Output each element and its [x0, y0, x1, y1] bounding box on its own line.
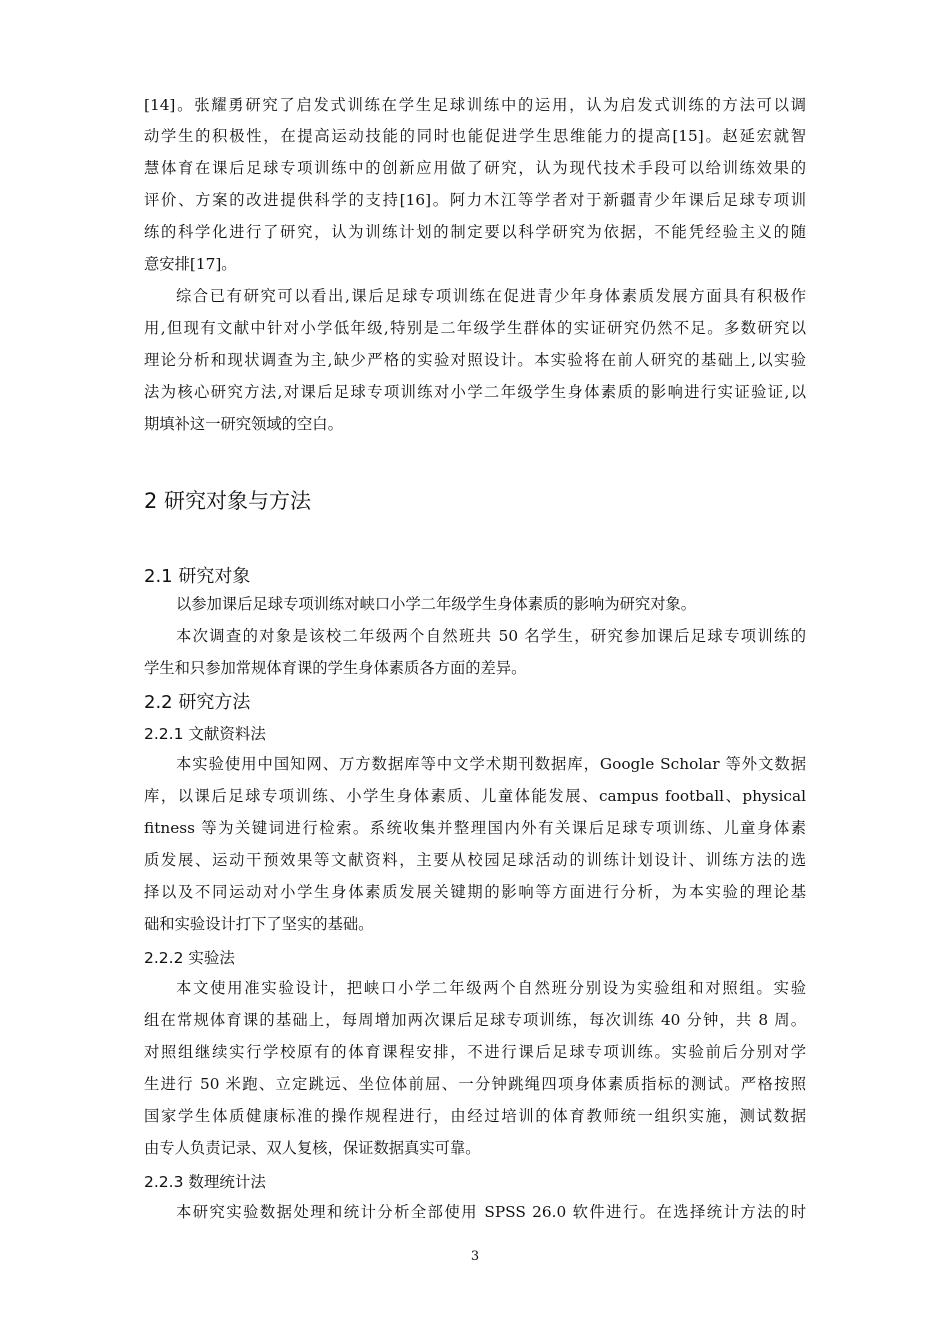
body-text-line: 法为核心研究方法,对课后足球专项训练对小学二年级学生身体素质的影响进行实证验证,以 — [144, 383, 806, 401]
body-text-line: 础和实验设计打下了坚实的基础。 — [144, 915, 374, 933]
body-text-line: 意安排[17]。 — [144, 255, 237, 273]
body-text-line: 本研究实验数据处理和统计分析全部使用 SPSS 26.0 软件进行。在选择统计方法的时 — [176, 1203, 806, 1221]
subsection-heading: 2.2 研究方法 — [144, 692, 251, 713]
page-number: 3 — [470, 1249, 480, 1264]
body-text-line: 择以及不同运动对小学生身体素质发展关键期的影响等方面进行分析，为本实验的理论基 — [144, 883, 806, 901]
body-text-line: 期填补这一研究领域的空白。 — [144, 415, 343, 433]
body-text-line: 本文使用准实验设计，把峡口小学二年级两个自然班分别设为实验组和对照组。实验 — [176, 979, 806, 997]
body-text-line: 学生和只参加常规体育课的学生身体素质各方面的差异。 — [144, 659, 527, 677]
body-text-line: 综合已有研究可以看出,课后足球专项训练在促进青少年身体素质发展方面具有积极作 — [176, 287, 806, 305]
body-text-line: 动学生的积极性，在提高运动技能的同时也能促进学生思维能力的提高[15]。赵延宏就智 — [144, 127, 806, 145]
body-text-line: 由专人负责记录、双人复核，保证数据真实可靠。 — [144, 1139, 481, 1157]
subsubsection-heading: 2.2.1 文献资料法 — [144, 725, 266, 743]
body-text-line: 评价、方案的改进提供科学的支持[16]。阿力木江等学者对于新疆青少年课后足球专项训 — [144, 191, 806, 209]
body-text-line: 理论分析和现状调查为主,缺少严格的实验对照设计。本实验将在前人研究的基础上,以实验 — [144, 351, 806, 369]
subsubsection-heading: 2.2.2 实验法 — [144, 949, 235, 967]
body-text-line: 对照组继续实行学校原有的体育课程安排，不进行课后足球专项训练。实验前后分别对学 — [144, 1043, 806, 1061]
subsubsection-heading: 2.2.3 数理统计法 — [144, 1173, 266, 1191]
body-text-line: 练的科学化进行了研究，认为训练计划的制定要以科学研究为依据，不能凭经验主义的随 — [144, 223, 806, 241]
body-text-line: 用,但现有文献中针对小学低年级,特别是二年级学生群体的实证研究仍然不足。多数研究以 — [144, 319, 806, 337]
body-text-line: 国家学生体质健康标准的操作规程进行，由经过培训的体育教师统一组织实施，测试数据 — [144, 1107, 806, 1125]
body-text-line: fitness 等为关键词进行检索。系统收集并整理国内外有关课后足球专项训练、儿童身体素 — [144, 819, 806, 837]
body-text-line: 库，以课后足球专项训练、小学生身体素质、儿童体能发展、campus football、physical — [144, 787, 806, 805]
body-text-line: 本次调查的对象是该校二年级两个自然班共 50 名学生，研究参加课后足球专项训练的 — [176, 627, 806, 645]
body-text-line: 组在常规体育课的基础上，每周增加两次课后足球专项训练，每次训练 40 分钟，共 8 周。 — [144, 1011, 806, 1029]
subsection-heading: 2.1 研究对象 — [144, 566, 251, 587]
body-text-line: 以参加课后足球专项训练对峡口小学二年级学生身体素质的影响为研究对象。 — [176, 595, 697, 613]
body-text-line: 生进行 50 米跑、立定跳远、坐位体前屈、一分钟跳绳四项身体素质指标的测试。严格按照 — [144, 1075, 806, 1093]
section-heading: 2 研究对象与方法 — [144, 489, 312, 513]
body-text-line: 本实验使用中国知网、万方数据库等中文学术期刊数据库，Google Scholar 等外文数据 — [176, 755, 806, 773]
body-text-line: 质发展、运动干预效果等文献资料，主要从校园足球活动的训练计划设计、训练方法的选 — [144, 851, 806, 869]
body-text-line: [14]。张耀勇研究了启发式训练在学生足球训练中的运用，认为启发式训练的方法可以调 — [144, 96, 806, 114]
body-text-line: 慧体育在课后足球专项训练中的创新应用做了研究，认为现代技术手段可以给训练效果的 — [144, 159, 806, 177]
